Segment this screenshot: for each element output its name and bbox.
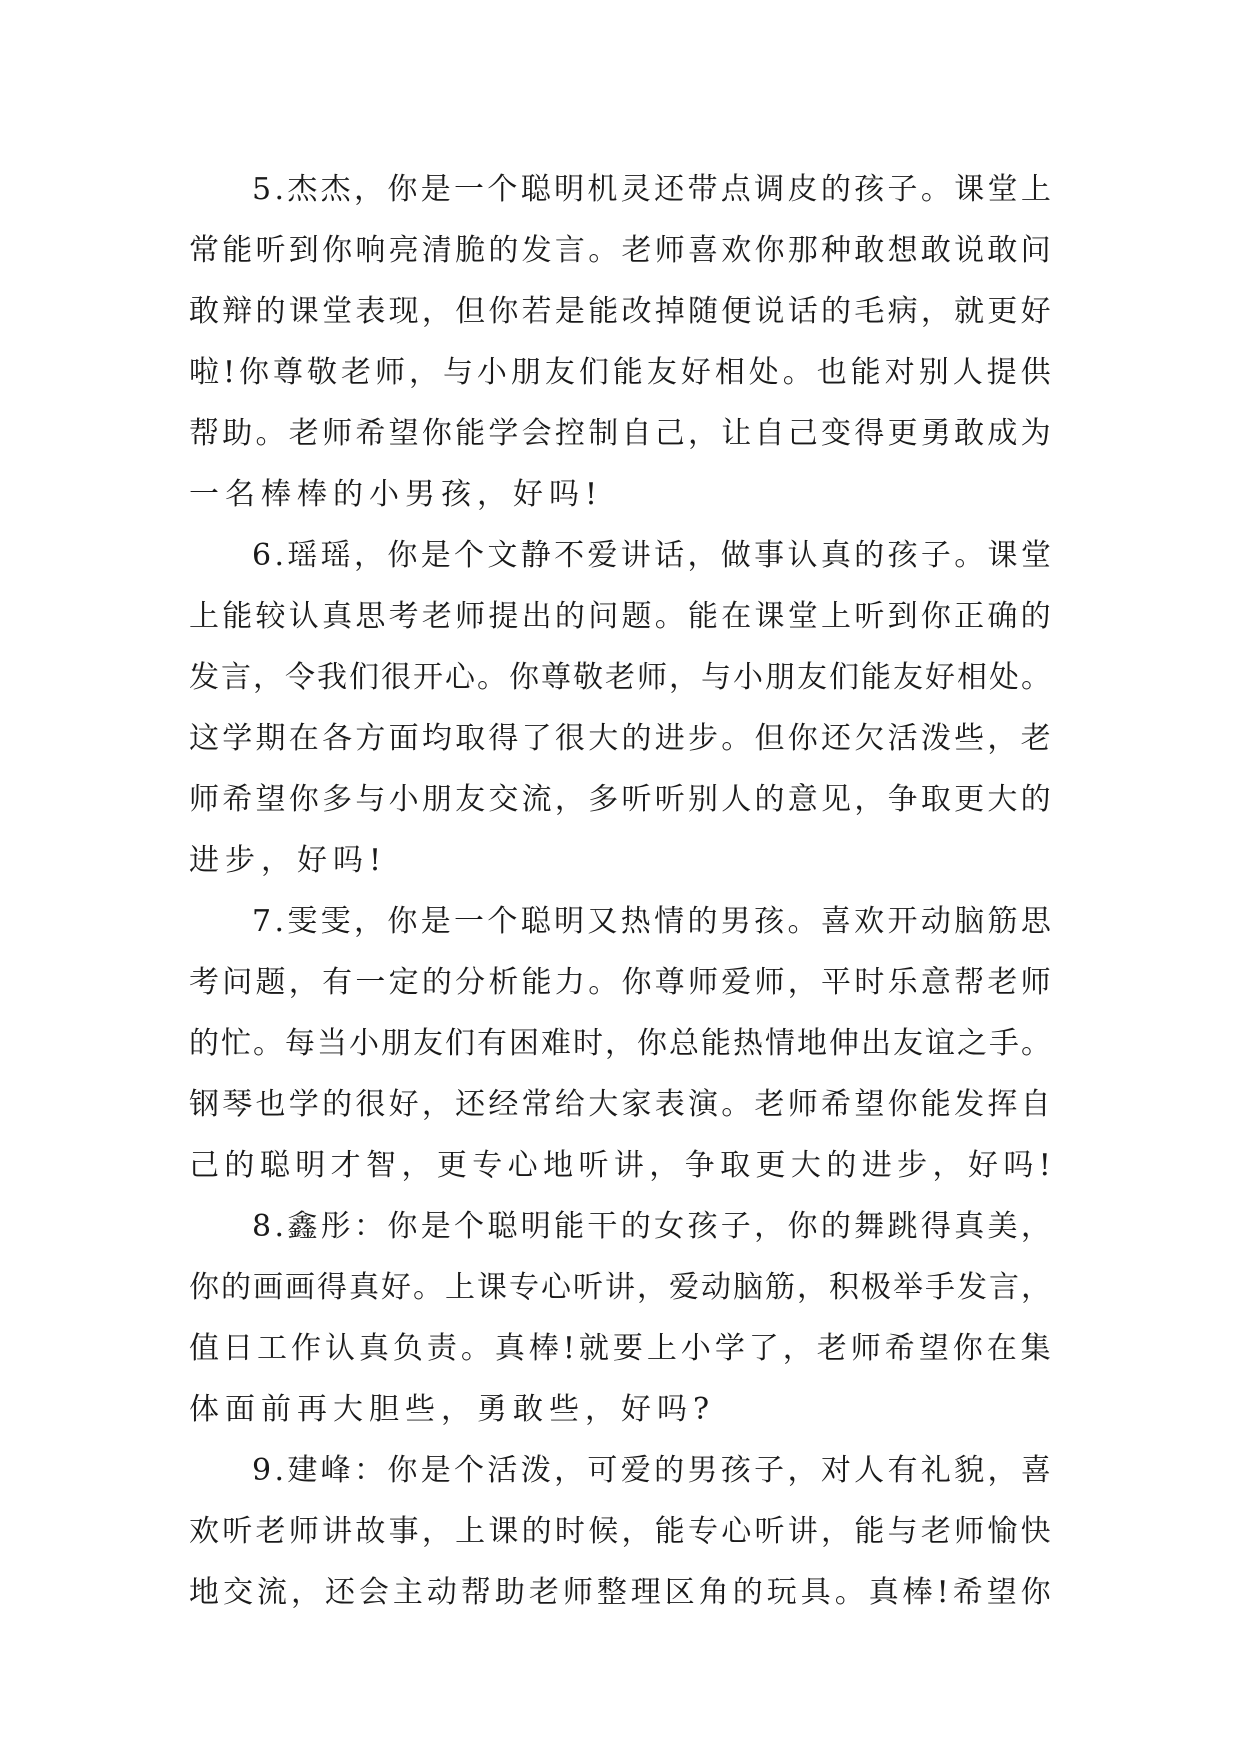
text-line: 值 日 工 作 认 真 负 责 。 真 棒 ! 就 要 上 小 学 了 ， 老 师 希 望 你 在 集 [189,1331,1051,1366]
text-line: 这 学 期 在 各 方 面 均 取 得 了 很 大 的 进 步 。 但 你 还 欠 活 泼 些 ， 老 [189,721,1051,756]
text-line: 师 希 望 你 多 与 小 朋 友 交 流 ， 多 听 听 别 人 的 意 见 ， 争 取 更 大 的 [189,782,1051,817]
text-line: 发 言 ， 令 我 们 很 开 心 。 你 尊 敬 老 师 ， 与 小 朋 友 们 能 友 好 相 处 。 [189,660,1051,695]
text-line: 7 . 雯 雯 ， 你 是 一 个 聪 明 又 热 情 的 男 孩 。 喜 欢 开 动 脑 筋 思 [252,904,1051,939]
text-line: 敢 辩 的 课 堂 表 现 ， 但 你 若 是 能 改 掉 随 便 说 话 的 毛 病 ， 就 更 好 [189,294,1051,329]
text-line: 的 忙 。 每 当 小 朋 友 们 有 困 难 时 ， 你 总 能 热 情 地 伸 出 友 谊 之 手 。 [189,1026,1051,1061]
text-line: 己 的 聪 明 才 智 ， 更 专 心 地 听 讲 ， 争 取 更 大 的 进 步 ， 好 吗 ! [189,1148,1051,1183]
text-line: 6 . 瑶 瑶 ， 你 是 个 文 静 不 爱 讲 话 ， 做 事 认 真 的 孩 子 。 课 堂 [252,538,1051,573]
text-line: 啦 ! 你 尊 敬 老 师 ， 与 小 朋 友 们 能 友 好 相 处 。 也 能 对 别 人 提 供 [189,355,1051,390]
text-line: 你 的 画 画 得 真 好 。 上 课 专 心 听 讲 ， 爱 动 脑 筋 ， 积 极 举 手 发 言 ， [189,1270,1051,1305]
text-line: 体 面 前 再 大 胆 些 ， 勇 敢 些 ， 好 吗 ? [189,1392,716,1427]
text-line: 考 问 题 ， 有 一 定 的 分 析 能 力 。 你 尊 师 爱 师 ， 平 时 乐 意 帮 老 师 [189,965,1051,1000]
text-line: 上 能 较 认 真 思 考 老 师 提 出 的 问 题 。 能 在 课 堂 上 听 到 你 正 确 的 [189,599,1051,634]
text-line: 常 能 听 到 你 响 亮 清 脆 的 发 言 。 老 师 喜 欢 你 那 种 敢 想 敢 说 敢 问 [189,233,1051,268]
text-line: 5 . 杰 杰 ， 你 是 一 个 聪 明 机 灵 还 带 点 调 皮 的 孩 子 。 课 堂 上 [252,172,1051,207]
text-line: 地 交 流 ， 还 会 主 动 帮 助 老 师 整 理 区 角 的 玩 具 。 真 棒 ! 希 望 你 [189,1575,1051,1610]
text-line: 进 步 ， 好 吗 ! [189,843,388,878]
text-line: 帮 助 。 老 师 希 望 你 能 学 会 控 制 自 己 ， 让 自 己 变 得 更 勇 敢 成 为 [189,416,1051,451]
text-line: 9 . 建 峰 ： 你 是 个 活 泼 ， 可 爱 的 男 孩 子 ， 对 人 有 礼 貌 ， 喜 [252,1453,1051,1488]
text-line: 钢 琴 也 学 的 很 好 ， 还 经 常 给 大 家 表 演 。 老 师 希 望 你 能 发 挥 自 [189,1087,1051,1122]
text-line: 一 名 棒 棒 的 小 男 孩 ， 好 吗 ! [189,477,604,512]
document-body [189,159,1051,1623]
text-line: 8 . 鑫 彤 ： 你 是 个 聪 明 能 干 的 女 孩 子 ， 你 的 舞 跳 得 真 美 ， [252,1209,1051,1244]
text-line: 欢 听 老 师 讲 故 事 ， 上 课 的 时 候 ， 能 专 心 听 讲 ， 能 与 老 师 愉 快 [189,1514,1051,1549]
